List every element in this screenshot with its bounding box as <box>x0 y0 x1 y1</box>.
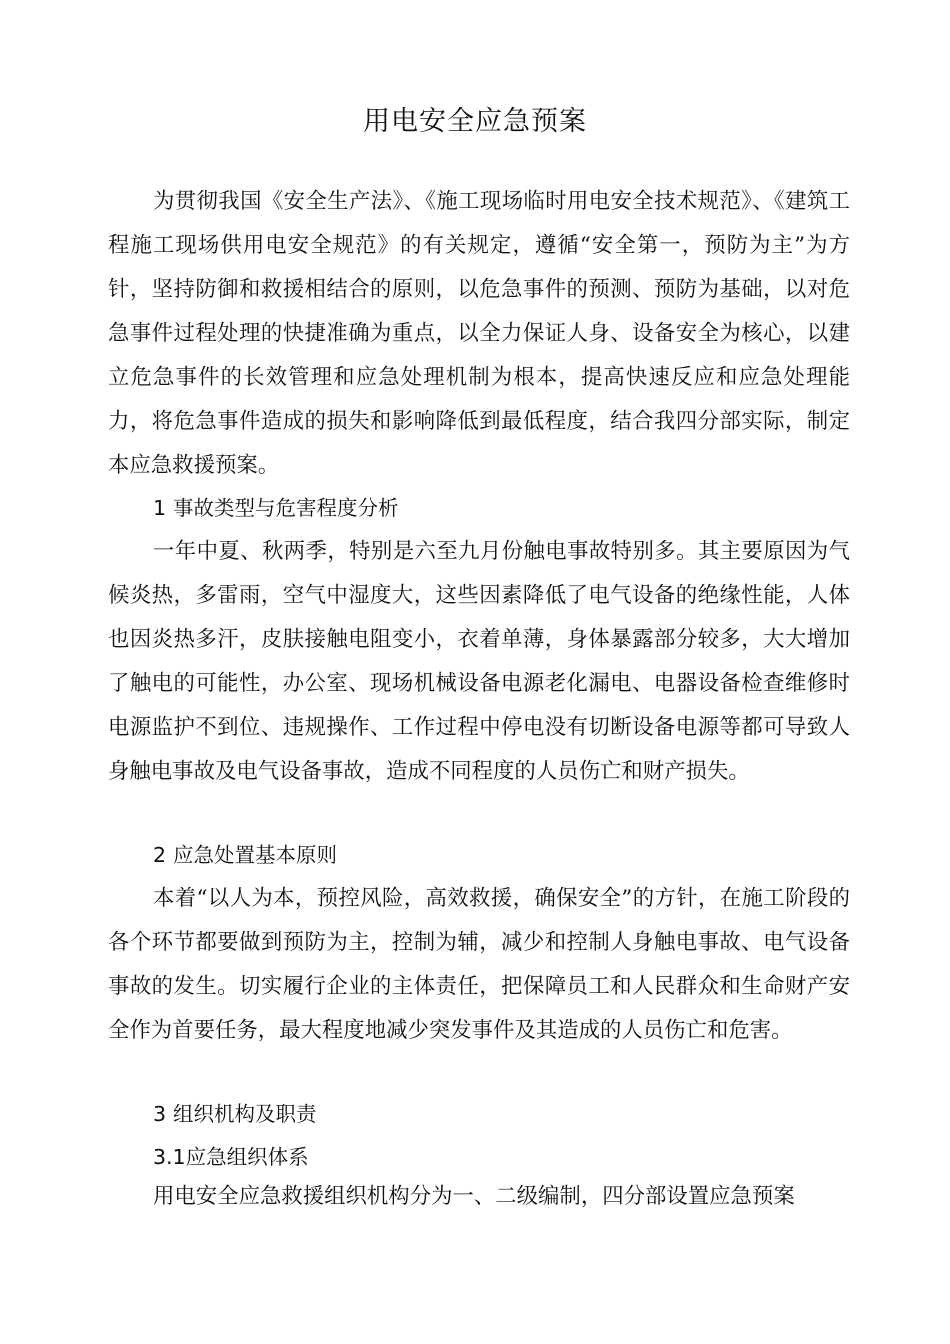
intro-paragraph: 为贯彻我国《安全生产法》、《施工现场临时用电安全技术规范》、《建筑工程施工现场供用电安全规范》的有关规定，遵循“安全第一，预防为主”为方针，坚持防御和救援相结合的原则，以危急事件的预测、预防为基础，以对危急事件过程处理的快捷准确为重点，以全力保证人身、设备安全为核心，以建立危急事件的长效管理和应急处理机制为根本，提高快速反应和应急处理能力，将危急事件造成的损失和影响降低到最低程度，结合我四分部实际，制定本应急救援预案。 <box>108 189 850 478</box>
section-heading-text: 组织机构及职责 <box>173 1102 317 1126</box>
section-heading-text: 应急处置基本原则 <box>173 843 338 867</box>
document-title: 用电安全应急预案 <box>363 106 587 137</box>
section-heading-2 <box>153 833 850 877</box>
section-number: 1 <box>153 496 167 520</box>
section-heading-1 <box>153 486 850 530</box>
section-heading-text: 应急组织体系 <box>185 1145 309 1169</box>
section-number: 3 <box>153 1102 167 1126</box>
section-heading-3 <box>153 1092 850 1136</box>
section-number: 3.1 <box>153 1145 186 1169</box>
section-number: 2 <box>153 843 167 867</box>
section-2-paragraph: 本着“以人为本，预控风险，高效救援，确保安全”的方针，在施工阶段的各个环节都要做到预防为主，控制为辅，减少和控制人身触电事故、电气设备事故的发生。切实履行企业的主体责任，把保障员工和人民群众和生命财产安全作为首要任务，最大程度地减少突发事件及其造成的人员伤亡和危害。 <box>108 886 850 1043</box>
section-1-paragraph: 一年中夏、秋两季，特别是六至九月份触电事故特别多。其主要原因为气候炎热，多雷雨，空气中湿度大，这些因素降低了电气设备的绝缘性能，人体也因炎热多汗，皮肤接触电阻变小，衣着单薄，身体暴露部分较多，大大增加了触电的可能性，办公室、现场机械设备电源老化漏电、电器设备检查维修时电源监护不到位、违规操作、工作过程中停电没有切断设备电源等都可导致人身触电事故及电气设备事故，造成不同程度的人员伤亡和财产损失。 <box>108 539 850 784</box>
section-heading-text: 事故类型与危害程度分析 <box>173 496 399 520</box>
subsection-heading-3-1 <box>153 1135 850 1179</box>
subsection-3-1-paragraph: 用电安全应急救援组织机构分为一、二级编制，四分部设置应急预案 <box>153 1184 795 1209</box>
